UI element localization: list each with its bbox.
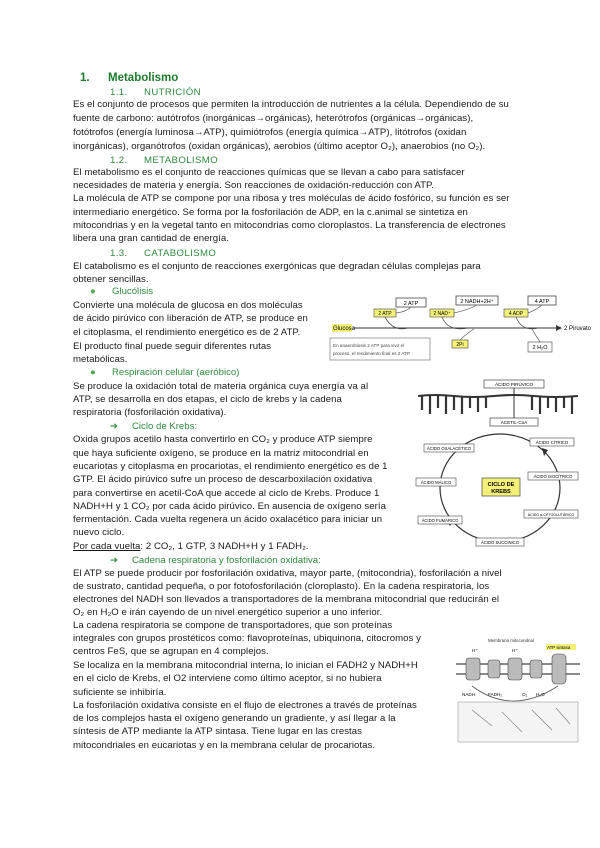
paragraph-line: suficiente se inhibiría.: [73, 687, 167, 698]
paragraph-line: El producto final puede seguir diferentes rutas: [73, 341, 272, 352]
atp-mid-label: 2 ATP: [378, 311, 392, 317]
node-label: ÁCIDO α-CETOGLUTÁRICO: [527, 513, 575, 517]
acetil-label: ACETIL-CoA: [500, 420, 528, 425]
cadena-respiratoria-diagram: [452, 636, 584, 748]
diagram-label: FADH₂: [488, 692, 503, 697]
paragraph-line: El catabolismo es el conjunto de reacciones exergónicas que degradan células complejas para: [73, 261, 481, 272]
subheading-number: 1.1.: [110, 87, 128, 98]
bullet-respiracion: [90, 367, 239, 378]
bullet-glucolisis: [90, 286, 153, 297]
krebs-center-label: CICLO DE: [487, 482, 515, 488]
complexes: [466, 654, 566, 684]
node-label: ÁCIDO ISOCÍTRICO: [533, 474, 573, 479]
krebs-center-label: KREBS: [491, 489, 511, 495]
paragraph-line: El metabolismo es el conjunto de reacciones químicas que se llevan a cabo para satisfacer: [73, 167, 465, 178]
node-label: ÁCIDO MÁLICO: [420, 480, 452, 485]
paragraph-line: mitocondriales en eucariotas y en la membrana celular de procariotas.: [73, 740, 376, 751]
paragraph-line: libera una gran cantidad de energía.: [73, 233, 229, 244]
paragraph-line: de sustrato, cantidad pequeña, o por fotofosforilación (cloroplasto). En la cadena respiratoria, los: [73, 581, 490, 592]
paragraph-line: ATP, se desarrolla en dos etapas, el ciclo de krebs y la cadena: [73, 394, 342, 405]
diagram-label: H⁺: [472, 648, 478, 653]
paragraph-line: Convierte una molécula de glucosa en dos moléculas: [73, 300, 303, 311]
pi-label: 2Pi: [456, 342, 464, 348]
diagram-label: H₂O: [536, 692, 545, 697]
subheading-metabolismo: [110, 155, 218, 166]
paragraph-line: fuente de carbono: autótrofos (inorgánicas→orgánicas), heterótrofos (orgánicas→orgánicas),: [73, 113, 474, 124]
subheading-title: CATABOLISMO: [144, 248, 217, 259]
arrow-cadena: [110, 555, 321, 566]
arrow-krebs: [110, 421, 197, 432]
node-label: ÁCIDO SUCCINICO: [481, 540, 519, 545]
paragraph-line: de ácido pirúvico con liberación de ATP, se produce en: [73, 313, 308, 324]
arrow-right-icon: ➔: [110, 421, 119, 432]
note-line: proceso, el rendimiento final es 2 ATP: [333, 351, 411, 356]
membrane: [418, 395, 578, 397]
section-heading: [80, 72, 178, 84]
paragraph-line: necesidades de materia y energía. Son reacciones de oxidación-reducción con ATP.: [73, 180, 434, 191]
nad-label: 2 NAD⁺: [433, 311, 451, 317]
bullet-label: Glucólisis: [112, 286, 154, 297]
bullet-label: Respiración celular (aeróbico): [112, 367, 240, 378]
paragraph-line: O₂ en H₂O e irán cayendo de un nivel energético superior a uno inferior.: [73, 607, 383, 618]
subheading-number: 1.2.: [110, 155, 128, 166]
arrow-right-icon: ➔: [110, 555, 119, 566]
heading-title: Metabolismo: [108, 72, 179, 84]
diagram-label: O₂: [522, 692, 528, 697]
paragraph-line: en el ciclo de Krebs, el O2 interviene como último aceptor, si no hubiera: [73, 673, 382, 684]
diagram-label: H⁺: [512, 648, 518, 653]
paragraph-line: inorgánicas), organótrofos (oxidan orgánicas), aerobios (último aceptor O₂), anaerobios (no O₂).: [73, 141, 486, 152]
paragraph-line: eucariotas y citoplasma en procariotas, el rendimiento energético es de 1: [73, 461, 388, 472]
paragraph-line: obtener sencillas.: [73, 274, 149, 285]
bullet-icon: ●: [90, 286, 96, 297]
nadh-label: 2 NADH+2H⁺: [460, 299, 494, 305]
paragraph-line: centros FeS, que se agrupan en 4 complejos.: [73, 646, 269, 657]
bullet-icon: ●: [90, 367, 96, 378]
h2o-label: 2 H₂O: [532, 345, 548, 351]
paragraph-line: Es el conjunto de procesos que permiten la introducción de nutrientes a la célula. Dependiendo de su: [73, 99, 509, 110]
paragraph-line: síntesis de ATP mediante la ATP sintasa. Tiene lugar en las crestas: [73, 726, 363, 737]
paragraph-line: La molécula de ATP se compone por una ribosa y tres moléculas de ácido fosfórico, su función es ser: [73, 193, 510, 204]
paragraph-line: mitocondrias y en la vegetal tanto en mitocondrias como cloroplastos. La transferencia de electrones: [73, 220, 506, 231]
down-arrows: [460, 329, 540, 342]
note-line: En anaerobiosis 2 ATP para vivir el: [333, 343, 405, 348]
subheading-title: NUTRICIÓN: [144, 87, 201, 98]
paragraph-line: nuevo ciclo.: [73, 527, 125, 538]
paragraph-line: el citoplasma, el rendimiento energético es de 2 ATP.: [73, 327, 301, 338]
paragraph-line: metabólicas.: [73, 354, 128, 365]
paragraph-line: integrales con grupos prostéticos como: flavoproteínas, ubiquinona, citocromos y: [73, 633, 421, 644]
paragraph-line: Se produce la oxidación total de materia orgánica cuya energía va al: [73, 381, 369, 392]
paragraph-line: El ATP se puede producir por fosforilación oxidativa, mayor parte, (mitocondria), fosforilación a nivel: [73, 568, 502, 579]
paragraph-line: electrones del NADH son llevados a transportadores de la membrana mitocondrial que reducirán el: [73, 594, 500, 605]
atp-label: 2 ATP: [403, 301, 419, 307]
subheading-number: 1.3.: [110, 248, 128, 259]
piruvato-label: 2 Piruvato: [564, 326, 592, 332]
paragraph-line: respiratoria (fosforilación oxidativa).: [73, 407, 227, 418]
paragraph-line: Oxida grupos acetilo hasta convertirlo en CO₂ y produce ATP siempre: [73, 434, 373, 445]
subheading-nutricion: [110, 87, 201, 98]
summary-text: : 2 CO₂, 1 GTP, 3 NADH+H y 1 FADH₂.: [140, 541, 309, 552]
node-label: ÁCIDO OXALACÉTICO: [426, 446, 472, 451]
krebs-summary: [73, 541, 309, 553]
paragraph-line: La fosforilación oxidativa consiste en el flujo de electrones a través de proteínas: [73, 700, 417, 711]
subheading-catabolismo: [110, 248, 216, 259]
diagram-label: ATP sintasa: [547, 645, 571, 650]
krebs-cycle-diagram: [414, 380, 582, 556]
paragraph-line: Se localiza en la membrana mitocondrial interna, lo inician el FADH2 y NADH+H: [73, 660, 418, 671]
electron-flow: [472, 686, 558, 701]
subheading-title: METABOLISMO: [144, 155, 219, 166]
paragraph-line: para convertirse en acetil-CoA que accede al ciclo de Krebs. Produce 1: [73, 488, 380, 499]
paragraph-line: que haya suficiente oxígeno, se produce en la matriz mitocondrial en: [73, 448, 369, 459]
paragraph-line: La cadena respiratoria se compone de transportadores, que son proteínas: [73, 620, 393, 631]
glucolisis-diagram: [328, 292, 592, 364]
paragraph-line: fermentación. Cada vuelta regenera un ácido oxalacético para iniciar un: [73, 514, 383, 525]
matrix-area: [458, 702, 578, 742]
piruvico-label: ÁCIDO PIRÚVICO: [494, 382, 534, 387]
paragraph-line: GTP. El ácido pirúvico sufre un proceso de descarboxilación oxidativa: [73, 474, 373, 485]
cristae: [422, 396, 572, 414]
adp-label: 4 ADP: [508, 311, 524, 317]
atp4-label: 4 ATP: [534, 299, 550, 305]
arrow-label: Cadena respiratoria y fosforilación oxidativa:: [132, 555, 321, 566]
diagram-label: NADH: [462, 692, 476, 697]
node-label: ÁCIDO CÍTRICO: [535, 440, 569, 445]
paragraph-line: NADH+H y 1 CO₂ por cada ácido pirúvico. En ausencia de oxígeno sería: [73, 501, 386, 512]
summary-label: Por cada vuelta: [73, 541, 141, 552]
glucosa-label: Glucosa: [333, 326, 356, 332]
heading-number: 1.: [80, 72, 90, 84]
cadena-title: Membrana mitocondrial: [488, 638, 534, 643]
note-box: [330, 338, 430, 360]
arrow-label: Ciclo de Krebs:: [132, 421, 198, 432]
paragraph-line: de los complejos hasta el oxígeno generando un gradiente, y así llegar a la: [73, 713, 396, 724]
curve-arrows: [385, 317, 538, 329]
arrowhead: [556, 325, 562, 331]
node-label: ÁCIDO FUMÁRICO: [421, 518, 459, 523]
paragraph-line: intermediario energético. Se forma por la fosforilación de ADP, en la c.animal se sintetiza en: [73, 207, 468, 218]
paragraph-line: fotótrofos (energía luminosa→ATP), quimiótrofos (energía química→ATP), litótrofos (oxidan: [73, 127, 467, 138]
